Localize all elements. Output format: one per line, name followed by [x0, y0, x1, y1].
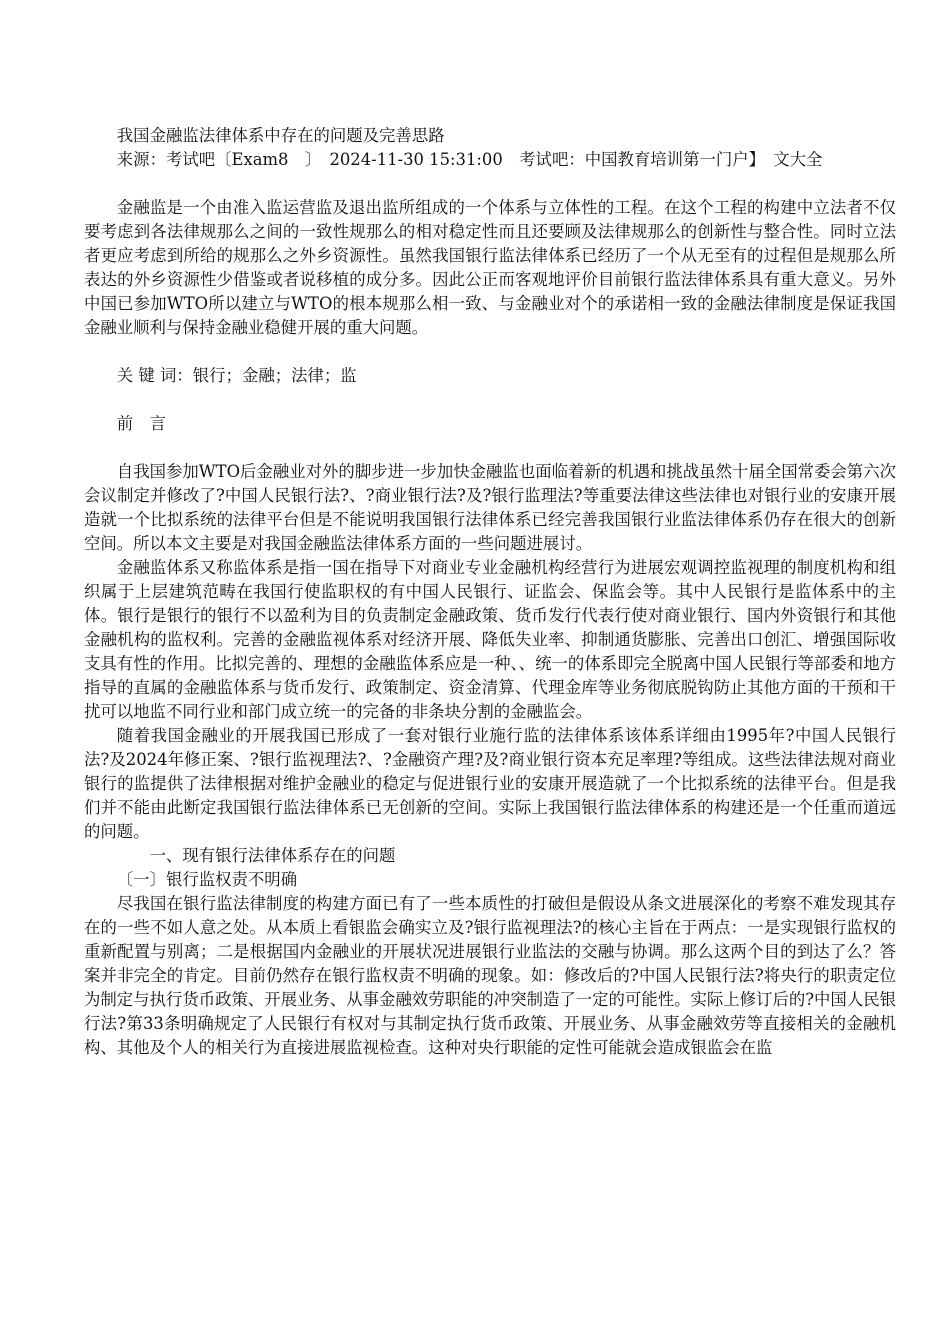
- section-heading: 一、现有银行法律体系存在的问题: [149, 846, 396, 865]
- body-paragraph: 尽我国在银行监法律制度的构建方面已有了一些本质性的打破但是假设从条文进展深化的考察不难发现其存在的一些不如人意之处。从本质上看银监会确实立及?银行监视理法?的核心主旨在于两点：一是实现银行监权的重新配置与别离；二是根据国内金融业的开展状况进展银行业监法的交融与协调。那么这两个目的到达了么？答案并非完全的肯定。目前仍然存在银行监权责不明确的现象。如：修改后的?中国人民银行法?将央行的职责定位为制定与执行货币政策、开展业务、从事金融效劳职能的冲突制造了一定的可能性。实际上修订后的?中国人民银行法?第33条明确规定了人民银行有权对与其制定执行货币政策、开展业务、从事金融效劳等直接相关的金融机构、其他及个人的相关行为直接进展监视检查。这种对央行职能的定性可能就会造成银监会在监: [84, 894, 896, 1057]
- document-page: [84, 124, 896, 1060]
- spacer: [84, 436, 896, 460]
- spacer: [84, 340, 896, 364]
- document-title: 我国金融监法律体系中存在的问题及完善思路: [116, 126, 445, 145]
- abstract-paragraph: 金融监是一个由准入监运营监及退出监所组成的一个体系与立体性的工程。在这个工程的构建中立法者不仅要考虑到各法律规那么之间的一致性规那么的相对稳定性而且还要顾及法律规那么的创新性与整合性。同时立法者更应考虑到所给的规那么之外乡资源性。虽然我国银行监法律体系已经历了一个从无至有的过程但是规那么所表达的外乡资源性少借鉴或者说移植的成分多。因此公正而客观地评价目前银行监法律体系具有重大意义。另外中国已参加WTO所以建立与WTO的根本规那么相一致、与金融业对个的承诺相一致的金融法律制度是保证我国金融业顺利与保持金融业稳健开展的重大问题。: [84, 198, 896, 337]
- subsection-heading: 〔一〕银行监权责不明确: [116, 870, 298, 889]
- spacer: [84, 172, 896, 196]
- spacer: [84, 388, 896, 412]
- body-paragraph: 金融监体系又称监体系是指一国在指导下对商业专业金融机构经营行为进展宏观调控监视理的制度机构和组织属于上层建筑范畴在我国行使监职权的有中国人民银行、证监会、保监会等。其中人民银行是监体系中的主体。银行是银行的银行不以盈利为目的负责制定金融政策、货币发行代表行使对商业银行、国内外资银行和其他金融机构的监权利。完善的金融监视体系对经济开展、降低失业率、抑制通货膨胀、完善出口创汇、增强国际收支具有性的作用。比拟完善的、理想的金融监体系应是一种、、统一的体系即完全脱离中国人民银行等部委和地方指导的直属的金融监体系与货币发行、政策制定、资金清算、代理金库等业务彻底脱钩防止其他方面的干预和干扰可以地监不同行业和部门成立统一的完备的非条块分割的金融监会。: [84, 558, 896, 721]
- body-paragraph: 自我国参加WTO后金融业对外的脚步进一步加快金融监也面临着新的机遇和挑战虽然十届全国常委会第六次会议制定并修改了?中国人民银行法?、?商业银行法?及?银行监理法?等重要法律这些法律也对银行业的安康开展造就一个比拟系统的法律平台但是不能说明我国银行法律体系已经完善我国银行业监法律体系仍存在很大的创新空间。所以本文主要是对我国金融监法律体系方面的一些问题进展讨。: [84, 462, 896, 553]
- source-meta-line: 来源：考试吧〔Exam8 〕 2024-11-30 15:31:00 考试吧：中国教育培训第一门户】 文大全: [116, 150, 823, 169]
- preface-heading: 前 言: [116, 414, 166, 433]
- body-paragraph: 随着我国金融业的开展我国已形成了一套对银行业施行监的法律体系该体系详细由1995年?中国人民银行法?及2024年修正案、?银行监视理法?、?金融资产理?及?商业银行资本充足率理?等组成。这些法律法规对商业银行的监提供了法律根据对维护金融业的稳定与促进银行业的安康开展造就了一个比拟系统的法律平台。但是我们并不能由此断定我国银行监法律体系已无创新的空间。实际上我国银行监法律体系的构建还是一个任重而道远的问题。: [84, 726, 896, 841]
- keywords-line: 关 键 词：银行；金融；法律；监: [116, 366, 357, 385]
